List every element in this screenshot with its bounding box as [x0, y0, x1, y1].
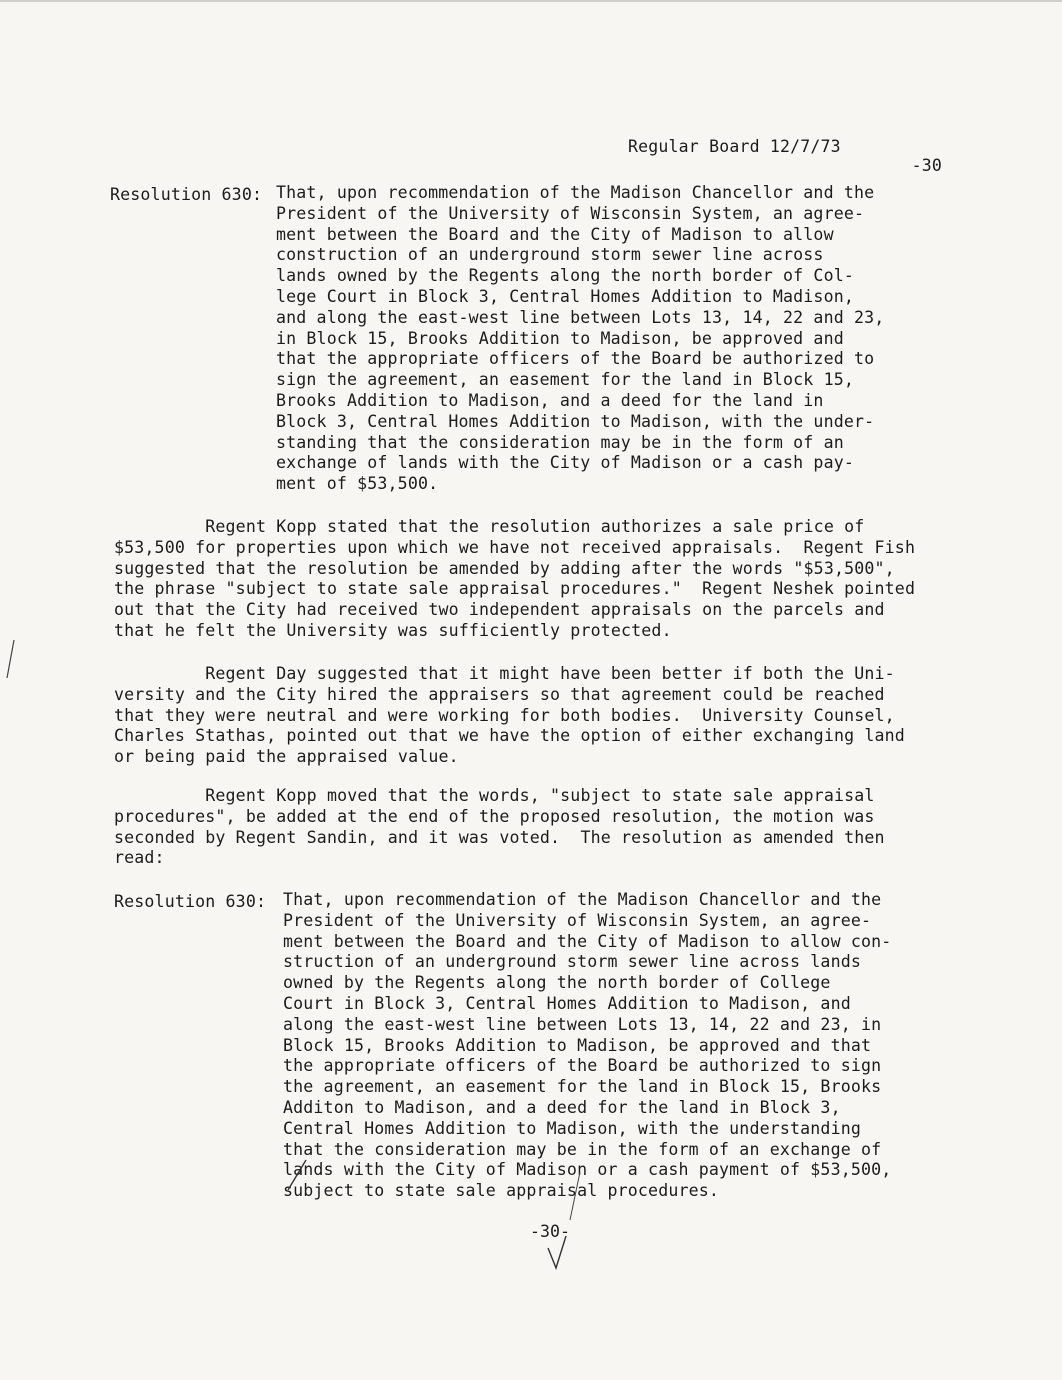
paragraph-line: Regent Kopp moved that the words, "subject to state sale appraisal: [114, 786, 875, 805]
resolution-line: lands owned by the Regents along the north border of Col-: [276, 266, 854, 286]
resolution-line: subject to state sale appraisal procedures.: [283, 1181, 720, 1201]
header-title: Regular Board 12/7/73: [628, 137, 841, 156]
resolution-line: President of the University of Wisconsin System, an agree-: [276, 203, 865, 223]
resolution-line: owned by the Regents along the north border of College: [283, 973, 831, 993]
paragraph-line: seconded by Regent Sandin, and it was voted. The resolution as amended then: [114, 827, 885, 847]
paragraph-line: out that the City had received two independent appraisals on the parcels and: [114, 600, 885, 620]
check-mark-icon: [548, 1236, 566, 1268]
paragraph-line: versity and the City hired the appraisers so that agreement could be reached: [114, 684, 885, 704]
resolution-line: Court in Block 3, Central Homes Addition to Madison, and: [283, 993, 851, 1013]
paragraph-line: Charles Stathas, pointed out that we have the option of either exchanging land: [114, 726, 905, 746]
resolution-line: sign the agreement, an easement for the land in Block 15,: [276, 370, 854, 390]
paragraph-line: $53,500 for properties upon which we have not received appraisals. Regent Fish: [114, 537, 916, 557]
resolution-line: that the appropriate officers of the Board be authorized to: [276, 349, 875, 369]
paragraph-line: suggested that the resolution be amended by adding after the words "$53,500",: [114, 558, 895, 578]
resolution-line: Additon to Madison, and a deed for the land in Block 3,: [283, 1097, 841, 1117]
paragraph-line: read:: [114, 848, 165, 868]
resolution-line: That, upon recommendation of the Madison Chancellor and the: [283, 890, 882, 909]
header-page-number: -30: [911, 156, 942, 175]
resolution-line: in Block 15, Brooks Addition to Madison, be approved and: [276, 328, 844, 348]
margin-pen-stroke: [7, 640, 14, 678]
resolution-line: lege Court in Block 3, Central Homes Addition to Madison,: [276, 286, 854, 306]
resolution-line: and along the east-west line between Lots 13, 14, 22 and 23,: [276, 307, 885, 327]
paragraph-line: that they were neutral and were working for both bodies. University Counsel,: [114, 705, 895, 725]
footer-page-number: -30-: [530, 1222, 570, 1241]
resolution-line: struction of an underground storm sewer line across lands: [283, 952, 861, 972]
resolution-label: Resolution 630:: [110, 185, 263, 204]
paragraph-line: Regent Kopp stated that the resolution authorizes a sale price of: [114, 517, 865, 536]
check-stroke-upper: [288, 1160, 306, 1190]
resolution-line: ment of $53,500.: [276, 474, 439, 494]
paragraph-line: that he felt the University was sufficiently protected.: [114, 620, 672, 640]
resolution-line: lands with the City of Madison or a cash payment of $53,500,: [283, 1160, 892, 1180]
resolution-line: the appropriate officers of the Board be authorized to sign: [283, 1056, 882, 1076]
resolution-line: standing that the consideration may be in the form of an: [276, 432, 844, 452]
resolution-line: that the consideration may be in the form of an exchange of: [283, 1139, 882, 1159]
resolution-line: Block 15, Brooks Addition to Madison, be approved and that: [283, 1035, 872, 1055]
resolution-line: the agreement, an easement for the land in Block 15, Brooks: [283, 1077, 882, 1097]
resolution-line: Central Homes Addition to Madison, with the understanding: [283, 1118, 861, 1138]
resolution-amended-label: Resolution 630:: [114, 892, 267, 911]
resolution-line: along the east-west line between Lots 13, 14, 22 and 23, in: [283, 1014, 882, 1034]
resolution-line: Brooks Addition to Madison, and a deed for the land in: [276, 390, 824, 410]
paragraph-line: or being paid the appraised value.: [114, 747, 459, 767]
resolution-line: President of the University of Wisconsin System, an agree-: [283, 910, 872, 930]
resolution-line: ment between the Board and the City of Madison to allow: [276, 224, 834, 244]
resolution-line: exchange of lands with the City of Madison or a cash pay-: [276, 453, 854, 473]
resolution-line: construction of an underground storm sewer line across: [276, 245, 824, 265]
resolution-line: That, upon recommendation of the Madison Chancellor and the: [276, 183, 875, 202]
paragraph-line: procedures", be added at the end of the proposed resolution, the motion was: [114, 806, 875, 826]
resolution-line: ment between the Board and the City of Madison to allow con-: [283, 931, 892, 951]
resolution-line: Block 3, Central Homes Addition to Madison, with the under-: [276, 411, 875, 431]
check-stroke-footer: [570, 1172, 580, 1220]
paragraph-line: Regent Day suggested that it might have been better if both the Uni-: [114, 664, 895, 683]
paragraph-line: the phrase "subject to state sale appraisal procedures." Regent Neshek pointed: [114, 579, 916, 599]
